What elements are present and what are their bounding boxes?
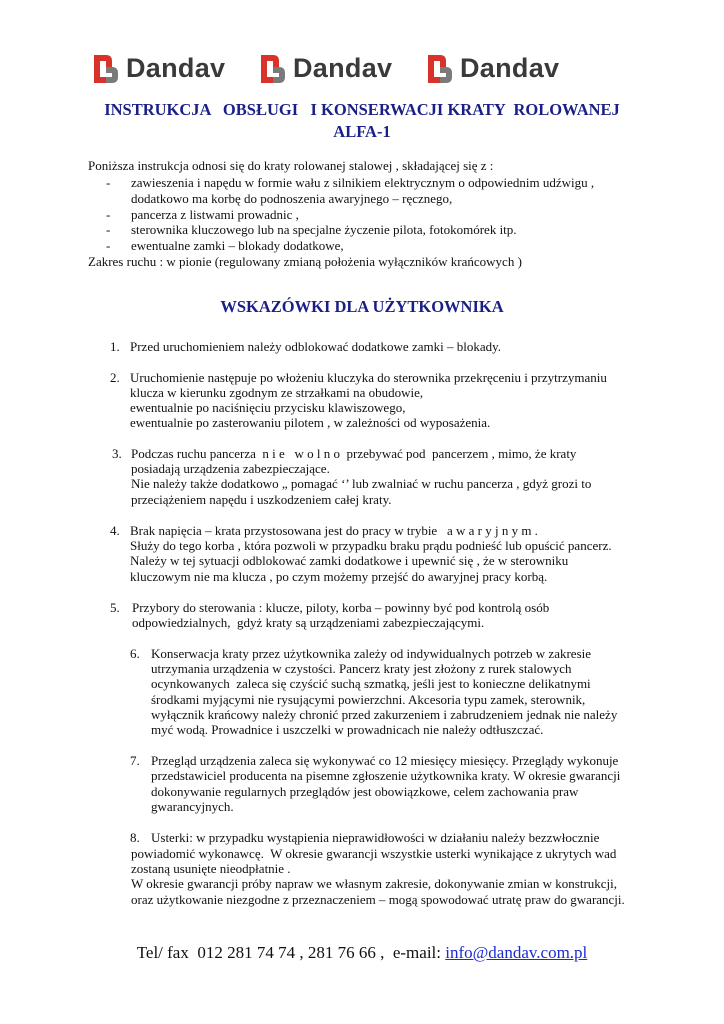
instruction-line: odpowiedzialnych, gdyż kraty są urządzeniami zabezpieczającymi. — [132, 615, 485, 630]
dandav-logo-icon — [259, 51, 287, 85]
bullet-marker: - — [106, 175, 111, 190]
instruction-line: Przed uruchomieniem należy odblokować dodatkowe zamki – blokady. — [130, 339, 501, 354]
instruction-line: przeciążeniem napędu i uszkodzeniem całej kraty. — [131, 492, 392, 507]
document-title-line2: ALFA-1 — [333, 122, 391, 141]
instruction-line: klucza w kierunku zgodnym ze strzałkami na obudowie, — [130, 385, 424, 400]
instruction-line: ewentualnie po zasterowaniu pilotem , w zależności od wyposażenia. — [130, 415, 491, 430]
instruction-line: Przegląd urządzenia zaleca się wykonywać co 12 miesięcy miesięcy. Przeglądy wykonuje — [151, 753, 619, 768]
instruction-line: Konserwacja kraty przez użytkownika zależy od indywidualnych potrzeb w zakresie — [151, 646, 592, 661]
instruction-line: gwarancyjnych. — [151, 799, 234, 814]
instruction-line: oraz użytkowanie niezgodne z przeznaczeniem – mogą spowodować utratę praw do gwarancji. — [131, 892, 625, 907]
instruction-line: kluczowym nie ma klucza , po czym możemy przejść do awaryjnej pracy korbą. — [130, 569, 548, 584]
intro-item-line: dodatkowo ma korbę do podnoszenia awaryjnego – ręcznego, — [131, 191, 453, 206]
instruction-line: Podczas ruchu pancerza n i e w o l n o przebywać pod pancerzem , mimo, że kraty — [131, 446, 577, 461]
instruction-line: Służy do tego korba , która pozwoli w przypadku braku prądu podnieść lub opuścić pancerz. — [130, 538, 612, 553]
instruction-number: 8. — [130, 830, 140, 845]
document-title-line1: INSTRUKCJA OBSŁUGI I KONSERWACJI KRATY ROLOWANEJ — [104, 100, 620, 119]
movement-range: Zakres ruchu : w pionie (regulowany zmianą położenia wyłączników krańcowych ) — [88, 254, 522, 269]
instruction-line: wyłącznik krańcowy należy chronić przed zakurzeniem i zabrudzeniem jednak nie należy — [151, 707, 618, 722]
instruction-number: 4. — [110, 523, 120, 538]
logo-text: Dandav — [460, 52, 560, 83]
intro-item-line: sterownika kluczowego lub na specjalne życzenie pilota, fotokomórek itp. — [131, 222, 517, 237]
dandav-logo — [92, 48, 225, 88]
bullet-marker: - — [106, 222, 111, 237]
instruction-number: 5. — [110, 600, 120, 615]
instruction-line: Uruchomienie następuje po włożeniu kluczyka do sterownika przekręceniu i przytrzymaniu — [130, 370, 607, 385]
instruction-line: myć wodą. Prowadnice i uszczelki w prowadnicach nie należy odtłuszczać. — [151, 722, 544, 737]
dandav-logo-icon — [92, 51, 120, 85]
intro-item-line: zawieszenia i napędu w formie wału z silnikiem elektrycznym o odpowiednim udźwigu , — [131, 175, 595, 190]
dandav-logo-icon — [426, 51, 454, 85]
instruction-line: posiadają urządzenia zabezpieczające. — [131, 461, 330, 476]
instruction-line: Należy w tej sytuacji odblokować zamki dodatkowe i upewnić się , że w sterowniku — [130, 553, 569, 568]
instruction-line: utrzymania urządzenia w czystości. Pancerz kraty jest złożony z rurek stalowych — [151, 661, 572, 676]
dandav-logo — [259, 48, 392, 88]
instruction-number: 1. — [110, 339, 120, 354]
bullet-marker: - — [106, 238, 111, 253]
dandav-logo — [426, 48, 559, 88]
logo-row — [0, 48, 724, 88]
section-title: WSKAZÓWKI DLA UŻYTKOWNIKA — [220, 297, 504, 316]
footer-phone-text: Tel/ fax 012 281 74 74 , 281 76 66 , e-mail: — [136, 943, 446, 962]
document-title — [0, 99, 724, 143]
logo-text: Dandav — [293, 52, 393, 83]
instruction-number: 2. — [110, 370, 120, 385]
instruction-line: przedstawiciel producenta na pisemne zgłoszenie użytkownika kraty. W okresie gwarancji — [151, 768, 621, 783]
instruction-line: powiadomić wykonawcę. W okresie gwarancji wszystkie usterki wynikające z ukrytych wad — [131, 846, 617, 861]
intro-item-line: pancerza z listwami prowadnic , — [131, 207, 299, 222]
instruction-line: Usterki: w przypadku wystąpienia nieprawidłowości w działaniu należy bezzwłocznie — [151, 830, 600, 845]
instruction-number: 6. — [130, 646, 140, 661]
instruction-number: 7. — [130, 753, 140, 768]
bullet-marker: - — [106, 207, 111, 222]
instruction-number: 3. — [112, 446, 122, 461]
instruction-line: dokonywanie regularnych przeglądów jest obowiązkowe, celem zachowania praw — [151, 784, 579, 799]
instruction-line: Brak napięcia – krata przystosowana jest do pracy w trybie a w a r y j n y m . — [130, 523, 538, 538]
email-link[interactable]: info@dandav.com.pl — [445, 943, 588, 962]
instruction-line: ewentualnie po naciśnięciu przycisku klawiszowego, — [130, 400, 406, 415]
instruction-line: ocynkowanych zaleca się czyścić suchą szmatką, jeśli jest to konieczne delikatnymi — [151, 676, 591, 691]
intro-item-line: ewentualne zamki – blokady dodatkowe, — [131, 238, 344, 253]
footer-contact — [0, 942, 724, 964]
instruction-line: W okresie gwarancji próby napraw we własnym zakresie, dokonywanie zmian w konstrukcji, — [131, 876, 618, 891]
instruction-line: środkami myjącymi nie rysującymi powierzchni. Akcesoria typu zamek, sterownik, — [151, 692, 586, 707]
logo-text: Dandav — [126, 52, 226, 83]
instruction-line: Przybory do sterowania : klucze, piloty, korba – powinny być pod kontrolą osób — [132, 600, 550, 615]
intro-lead: Poniższa instrukcja odnosi się do kraty rolowanej stalowej , składającej się z : — [88, 158, 494, 173]
instruction-line: zostaną usunięte nieodpłatnie . — [131, 861, 291, 876]
instruction-line: Nie należy także dodatkowo „ pomagać ‘’ lub zwalniać w ruchu pancerza , gdyż grozi to — [131, 476, 592, 491]
